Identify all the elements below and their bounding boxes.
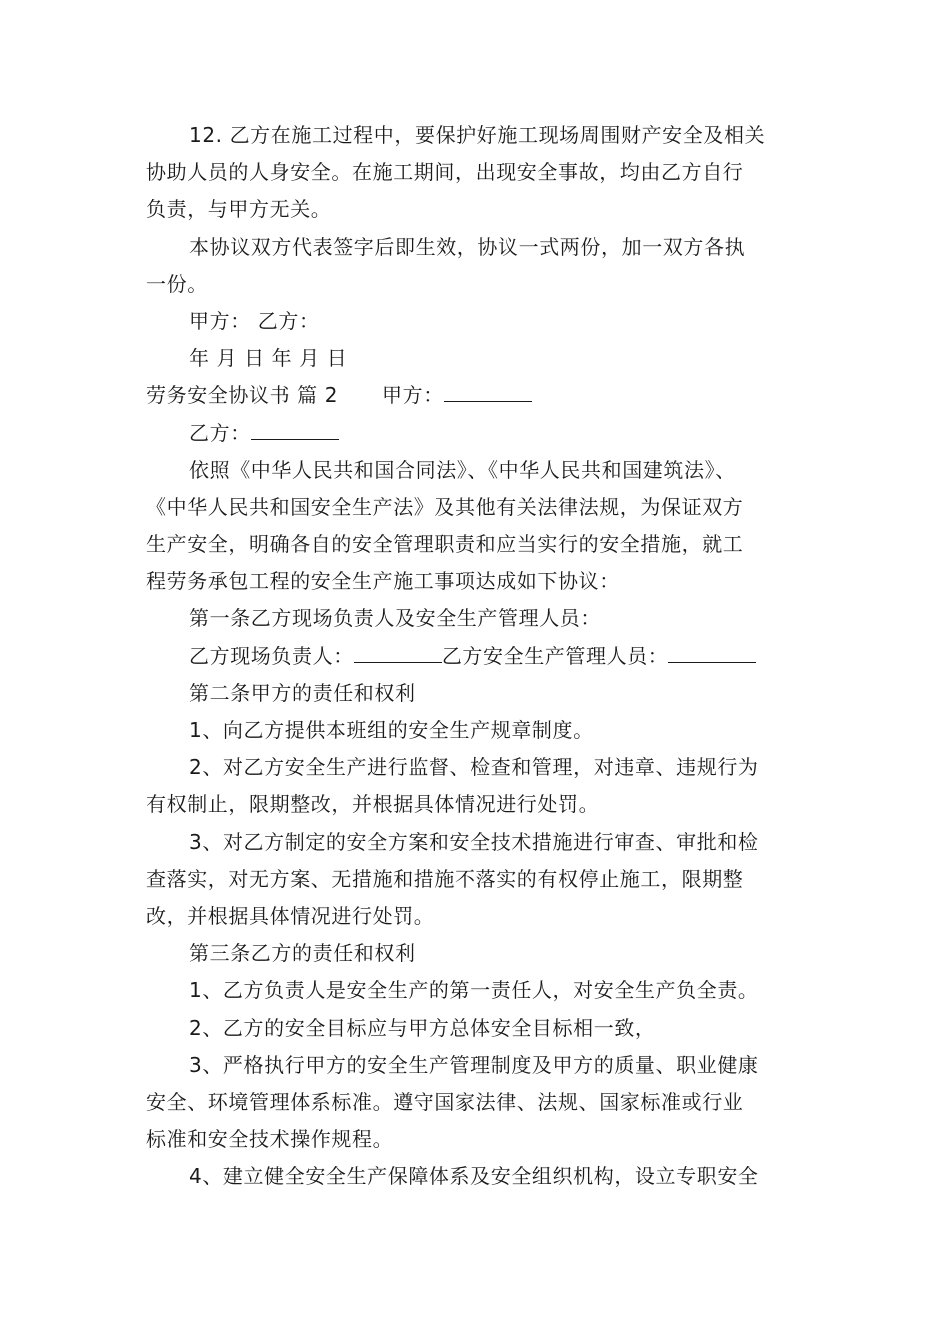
article-3-item-3-line-1: 3、严格执行甲方的安全生产管理制度及甲方的质量、职业健康 — [189, 1052, 759, 1077]
party-b-label: 乙方： — [189, 420, 251, 445]
article-3-item-3-line-2: 安全、环境管理体系标准。遵守国家法律、法规、国家标准或行业 — [146, 1089, 744, 1114]
basis-line-2: 《中华人民共和国安全生产法》及其他有关法律法规，为保证双方 — [146, 494, 744, 519]
item12-line-1: 12. 乙方在施工过程中，要保护好施工现场周围财产安全及相关 — [189, 123, 766, 147]
basis-line-4: 程劳务承包工程的安全生产施工事项达成如下协议： — [146, 569, 620, 594]
effect-line-2: 一份。 — [146, 271, 208, 296]
article-3-item-2: 2、乙方的安全目标应与甲方总体安全目标相一致， — [189, 1015, 656, 1040]
signature-parties: 甲方： 乙方： — [189, 308, 320, 333]
article-3-item-1: 1、乙方负责人是安全生产的第一责任人，对安全生产负全责。 — [189, 978, 759, 1003]
article-2-item-3-line-3: 改，并根据具体情况进行处罚。 — [146, 903, 435, 928]
article-1-managers-row — [146, 638, 814, 675]
signature-dates: 年 月 日 年 月 日 — [189, 346, 348, 371]
basis-line-3: 生产安全，明确各自的安全管理职责和应当实行的安全措施，就工 — [146, 532, 744, 557]
article-1-title: 第一条乙方现场负责人及安全生产管理人员： — [189, 606, 601, 631]
section-2-title: 劳务安全协议书 篇 2 — [146, 383, 339, 408]
section-2-heading-row — [146, 377, 814, 414]
safety-manager-label: 乙方安全生产管理人员： — [441, 643, 669, 668]
document-page — [146, 117, 814, 1195]
party-a-label: 甲方： — [382, 383, 444, 408]
item12-line-3: 负责，与甲方无关。 — [146, 197, 332, 222]
item12-line-2: 协助人员的人身安全。在施工期间，出现安全事故，均由乙方自行 — [146, 160, 744, 185]
article-2-item-1: 1、向乙方提供本班组的安全生产规章制度。 — [189, 718, 594, 742]
article-3-title: 第三条乙方的责任和权利 — [189, 941, 416, 966]
article-2-item-3-line-1: 3、对乙方制定的安全方案和安全技术措施进行审查、审批和检 — [189, 829, 759, 854]
party-a-blank[interactable] — [444, 380, 532, 402]
article-2-item-2-line-2: 有权制止，限期整改，并根据具体情况进行处罚。 — [146, 792, 600, 817]
article-3-item-4-line-1: 4、建立健全安全生产保障体系及安全组织机构，设立专职安全 — [189, 1164, 759, 1189]
article-2-item-3-line-2: 查落实，对无方案、无措施和措施不落实的有权停止施工，限期整 — [146, 866, 744, 891]
party-b-row — [146, 415, 814, 452]
effect-line-1: 本协议双方代表签字后即生效，协议一式两份，加一双方各执 — [189, 234, 746, 259]
safety-manager-blank[interactable] — [668, 641, 756, 663]
basis-line-1: 依照《中华人民共和国合同法》、《中华人民共和国建筑法》、 — [189, 457, 736, 482]
article-2-item-2-line-1: 2、对乙方安全生产进行监督、检查和管理，对违章、违规行为 — [189, 755, 759, 780]
party-b-blank[interactable] — [251, 418, 339, 440]
site-manager-blank[interactable] — [354, 641, 442, 663]
article-2-title: 第二条甲方的责任和权利 — [189, 680, 416, 705]
site-manager-label: 乙方现场负责人： — [189, 643, 354, 668]
article-3-item-3-line-3: 标准和安全技术操作规程。 — [146, 1127, 394, 1152]
